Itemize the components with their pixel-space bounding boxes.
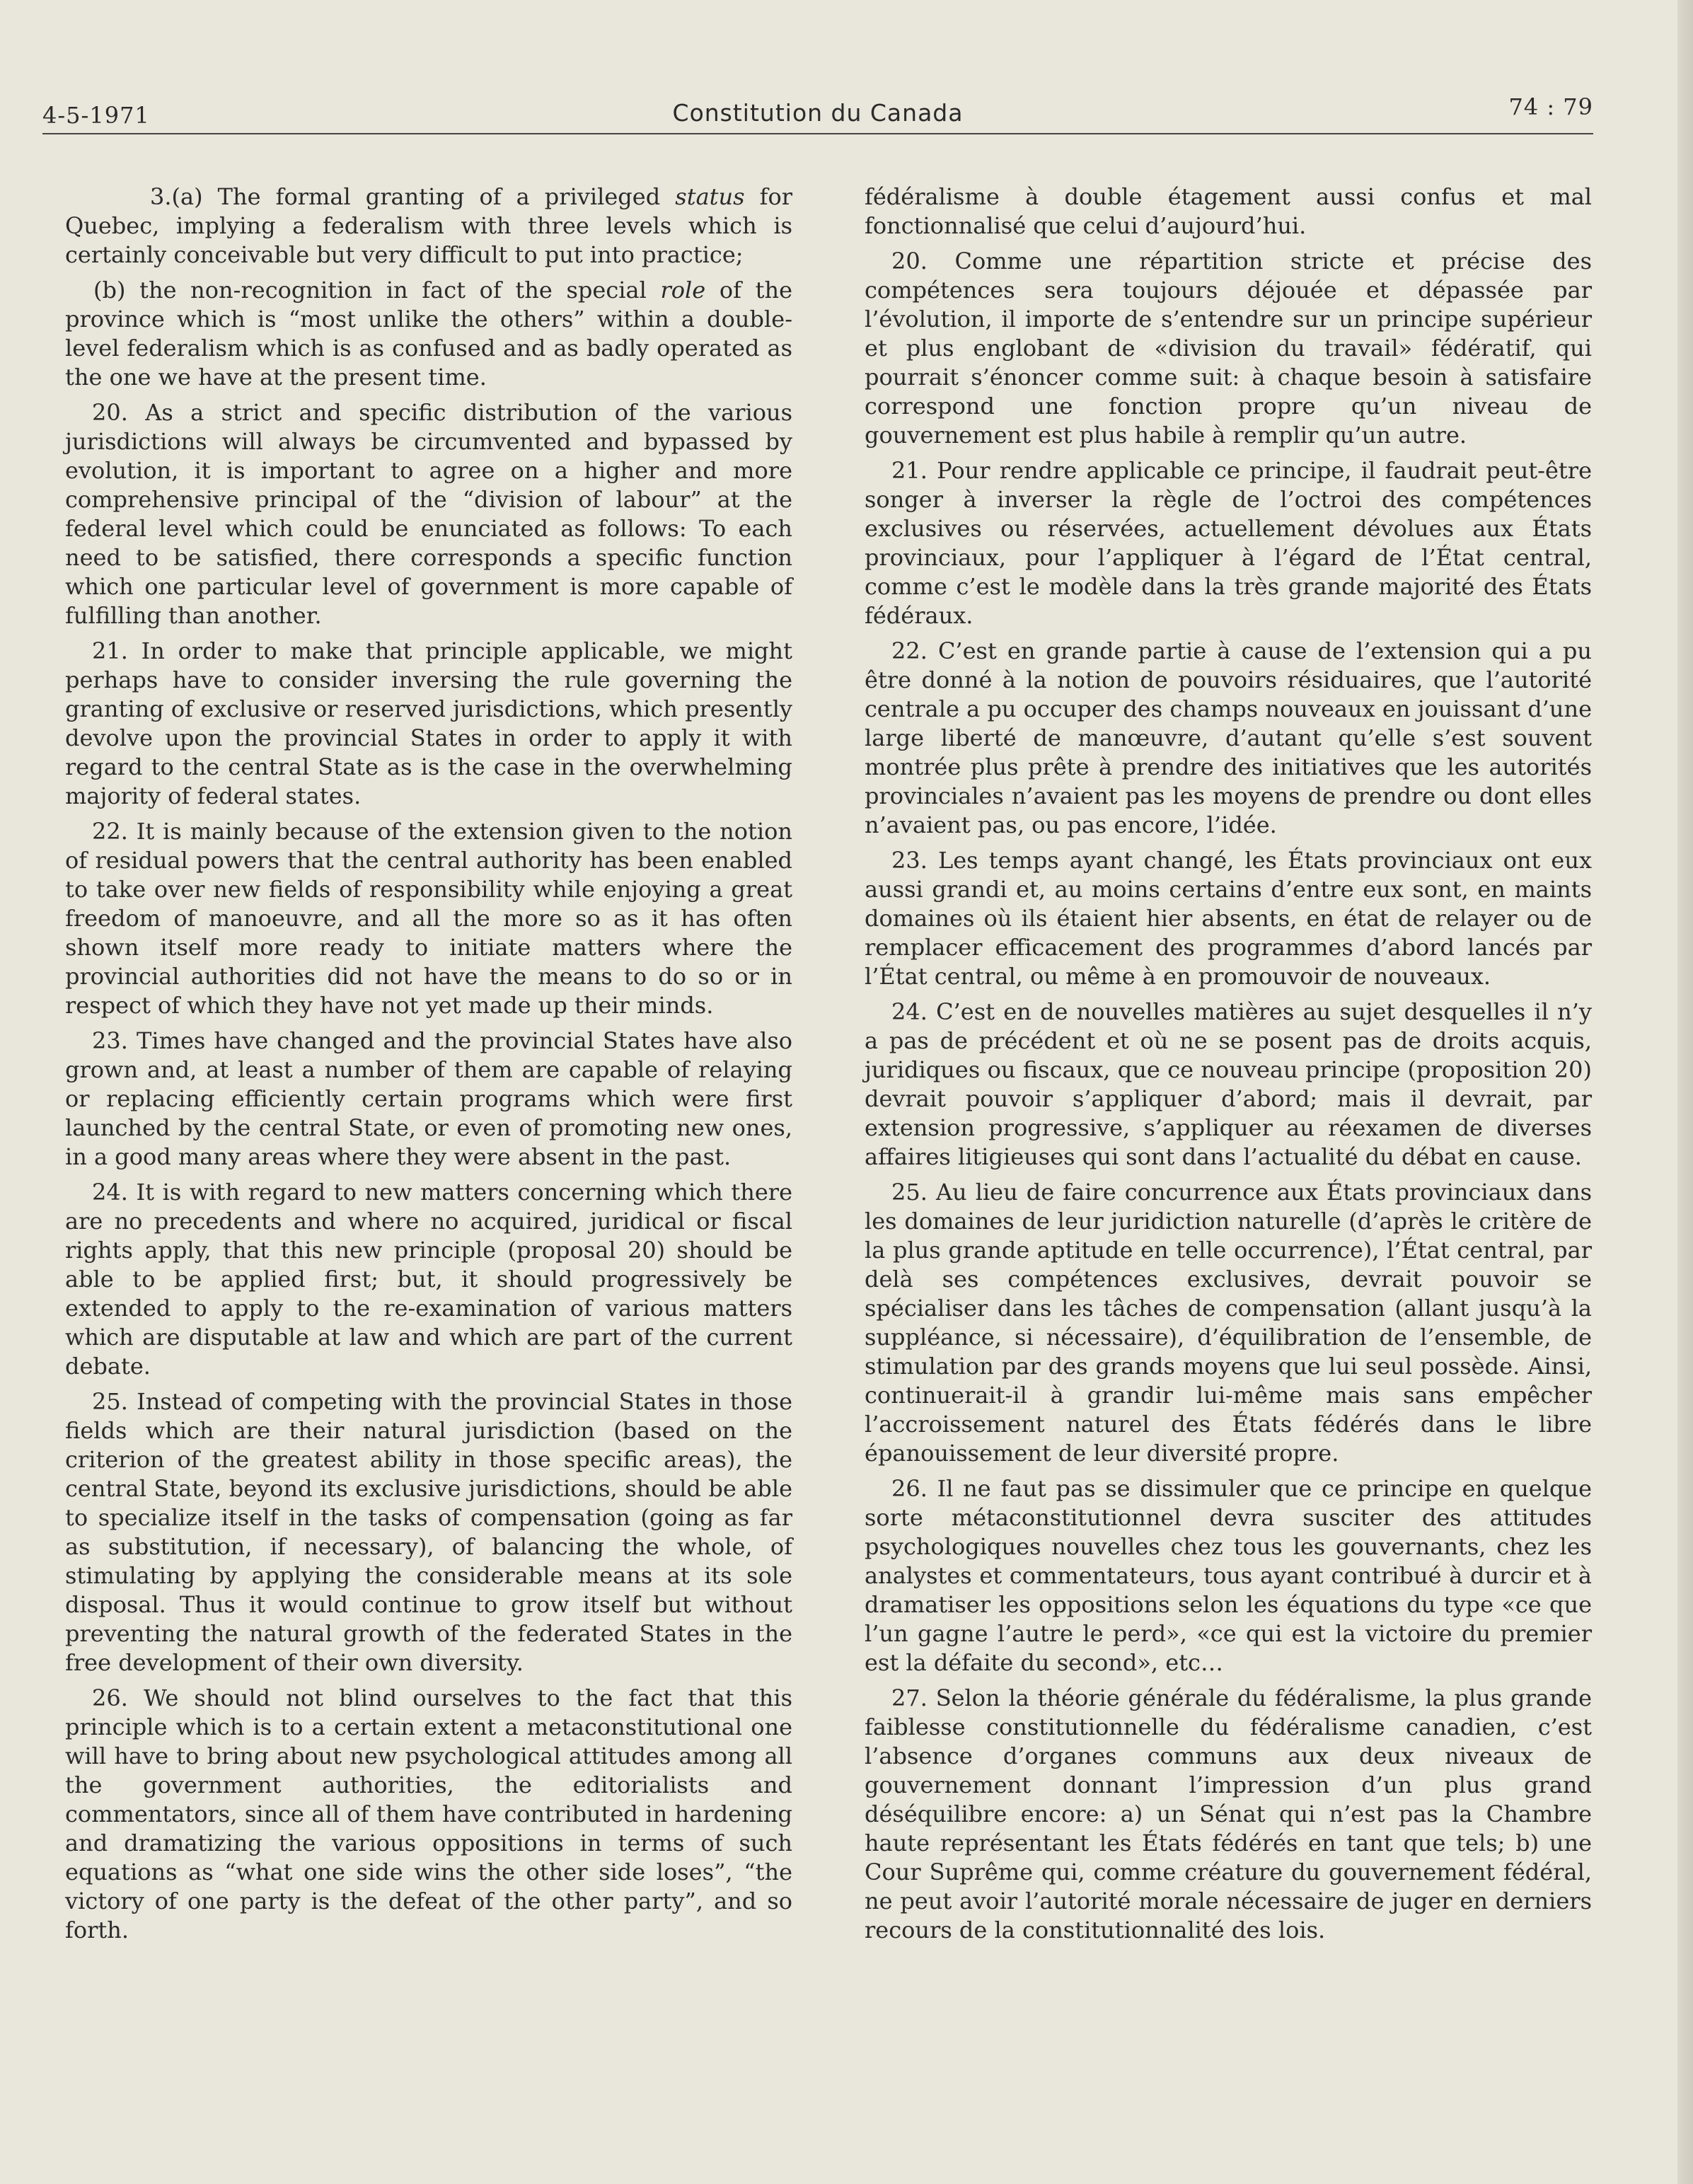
emphasis-role: role: [660, 277, 706, 304]
paragraph-25-en: 25. Instead of competing with the provincial States in those fields which are their natural jurisdiction (based on the criterion of the greatest ability in those specific areas), the central State, beyond its exclusive jurisdictions, should be able to specialize itself in the tasks of compensation (going as far as substitution, if necessary), of balancing the whole, of stimulating by applying the considerable means at its sole disposal. Thus it would continue to grow itself but without preventing the natural growth of the federated States in the free development of their own diversity.: [65, 1388, 792, 1676]
english-column: [65, 183, 792, 1951]
paragraph-21-fr: 21. Pour rendre applicable ce principe, il faudrait peut-être songer à inverser la règle de l’octroi des compétences exclusives ou réservées, actuellement dévolues aux États provinciaux, pour l’appliquer à l’égard de l’État central, comme c’est le modèle dans la très grande majorité des États fédéraux.: [865, 457, 1592, 629]
paragraph-20-en: 20. As a strict and specific distribution of the various jurisdictions will always be circumvented and bypassed by evolution, it is important to agree on a higher and more comprehensive principal of the “division of labour” at the federal level which could be enunciated as follows: To each need to be satisfied, there corresponds a specific function which one particular level of government is more capable of fulfilling than another.: [65, 399, 792, 629]
paragraph-23-fr: 23. Les temps ayant changé, les États provinciaux ont eux aussi grandi et, au moins certains d’entre eux sont, en maints domaines où ils étaient hier absents, en état de relayer ou de remplacer efficacement des programmes d’abord lancés par l’État central, ou même à en promouvoir de nouveaux.: [865, 847, 1592, 990]
french-column: [865, 183, 1592, 1951]
header-title: Constitution du Canada: [672, 99, 964, 127]
page-header: [42, 93, 1593, 133]
paragraph-26-en: 26. We should not blind ourselves to the fact that this principle which is to a certain extent a metaconstitutional one will have to bring about new psychological attitudes among all the government authorities, the editorialists and commentators, since all of them have contributed in hardening and dramatizing the various oppositions in terms of such equations as “what one side wins the other side loses”, “the victory of one party is the defeat of the other party”, and so forth.: [65, 1685, 792, 1943]
header-date: 4-5-1971: [42, 102, 150, 129]
header-page-number: 74 : 79: [1508, 93, 1593, 120]
paragraph-20-fr: 20. Comme une répartition stricte et précise des compétences sera toujours déjouée et dépassée par l’évolution, il importe de s’entendre sur un principe supérieur et plus englobant de «division du travail» fédératif, qui pourrait s’énoncer comme suit: à chaque besoin à satisfaire correspond une fonction propre qu’un niveau de gouvernement est plus habile à remplir qu’un autre.: [865, 248, 1592, 449]
paragraph-21-en: 21. In order to make that principle applicable, we might perhaps have to consider inversing the rule governing the granting of exclusive or reserved jurisdictions, which presently devolve upon the provincial States in order to apply it with regard to the central State as is the case in the overwhelming majority of federal states.: [65, 637, 792, 809]
paragraph-27-fr: 27. Selon la théorie générale du fédéralisme, la plus grande faiblesse constitutionnelle du fédéralisme canadien, c’est l’absence d’organes communs aux deux niveaux de gouvernement donnant l’impression d’un plus grand déséquilibre encore: a) un Sénat qui n’est pas la Chambre haute représentant les États fédérés en tant que tels; b) une Cour Suprême qui, comme créature du gouvernement fédéral, ne peut avoir l’autorité morale nécessaire de juger en derniers recours de la constitutionnalité des lois.: [865, 1685, 1592, 1943]
paragraph-22-fr: 22. C’est en grande partie à cause de l’extension qui a pu être donné à la notion de pouvoirs résiduaires, que l’autorité centrale a pu occuper des champs nouveaux en jouissant d’une large liberté de manœuvre, d’autant qu’elle s’est souvent montrée plus prête à prendre des initiatives que les autorités provinciales n’avaient pas les moyens de prendre ou dont elles n’avaient pas, ou pas encore, l’idée.: [865, 637, 1592, 838]
paragraph-continuation-fr: fédéralisme à double étagement aussi confus et mal fonctionnalisé que celui d’aujourd’hui.: [865, 183, 1592, 239]
paragraph-23-en: 23. Times have changed and the provincial States have also grown and, at least a number of them are capable of relaying or replacing efficiently certain programs which were first launched by the central State, or even of promoting new ones, in a good many areas where they were absent in the past.: [65, 1027, 792, 1170]
paragraph-25-fr: 25. Au lieu de faire concurrence aux États provinciaux dans les domaines de leur juridiction naturelle (d’après le critère de la plus grande aptitude en telle occurrence), l’État central, par delà ses compétences exclusives, devrait pouvoir se spécialiser dans les tâches de compensation (allant jusqu’à la suppléance, si nécessaire), d’équilibration de l’ensemble, de stimulation par des grands moyens que lui seul possède. Ainsi, continuerait-il à grandir lui-même mais sans empêcher l’accroissement naturel des États fédérés dans le libre épanouissement de leur diversité propre.: [865, 1179, 1592, 1467]
page-edge-shadow: [1677, 0, 1693, 2184]
header-rule: [42, 133, 1593, 134]
paragraph-24-fr: 24. C’est en de nouvelles matières au sujet desquelles il n’y a pas de précédent et où ne se posent pas de droits acquis, juridiques ou fiscaux, que ce nouveau principe (proposition 20) devrait pouvoir s’appliquer d’abord; mais il devrait, par extension progressive, s’appliquer au réexamen de diverses affaires litigieuses qui sont dans l’actualité du débat en cause.: [865, 998, 1592, 1170]
paragraph-26-fr: 26. Il ne faut pas se dissimuler que ce principe en quelque sorte métaconstitutionnel devra susciter des attitudes psychologiques nouvelles chez tous les gouvernants, chez les analystes et commentateurs, tous ayant contribué à durcir et à dramatiser les oppositions selon les équations du type «ce que l’un gagne l’autre le perd», «ce qui est la victoire du premier est la défaite du second», etc…: [865, 1475, 1592, 1676]
paragraph-24-en: 24. It is with regard to new matters concerning which there are no precedents and where no acquired, juridical or fiscal rights apply, that this new principle (proposal 20) should be able to be applied first; but, it should progressively be extended to apply to the re-examination of various matters which are disputable at law and which are part of the current debate.: [65, 1179, 792, 1380]
paragraph-3a: 3.(a) The formal granting of a privileged status for Quebec, implying a federalism with three levels which is certainly conceivable but very difficult to put into practice;: [65, 183, 793, 268]
paragraph-22-en: 22. It is mainly because of the extension given to the notion of residual powers that the central authority has been enabled to take over new fields of responsibility while enjoying a great freedom of manoeuvre, and all the more so as it has often shown itself more ready to initiate matters where the provincial authorities did not have the means to do so or in respect of which they have not yet made up their minds.: [65, 818, 792, 1019]
paragraph-3b: (b) the non-recognition in fact of the special role of the province which is “most unlike the others” within a double-level federalism which is as confused and as badly operated as the one we have at the present time.: [65, 277, 793, 391]
emphasis-status: status: [675, 183, 745, 210]
